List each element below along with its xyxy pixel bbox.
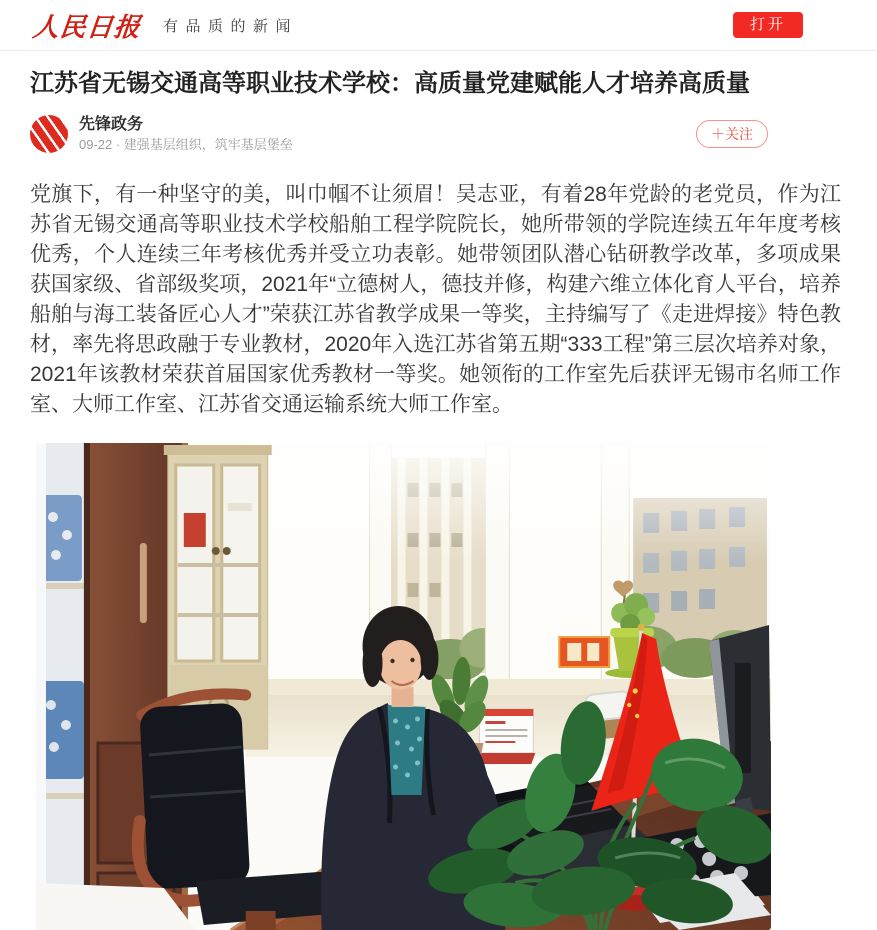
window-glare bbox=[246, 443, 771, 563]
author-info bbox=[79, 117, 293, 151]
peoples-daily-logo: 人民日报 bbox=[31, 12, 143, 43]
app-banner bbox=[0, 0, 877, 51]
office-photo-scene bbox=[36, 443, 771, 930]
desk-calendar bbox=[477, 709, 535, 764]
face bbox=[380, 640, 422, 690]
author-avatar[interactable] bbox=[30, 115, 68, 153]
follow-button[interactable]: ＋关注 bbox=[696, 120, 768, 148]
page-title: 江苏省无锡交通高等职业技术学校：高质量党建赋能人才培养高质量 bbox=[30, 70, 750, 97]
red-box bbox=[559, 637, 609, 667]
banner-tagline: 有品质的新闻 bbox=[163, 17, 299, 35]
glass-cabinet-binders bbox=[36, 443, 88, 930]
open-app-button[interactable]: 打开 bbox=[733, 12, 803, 38]
author-meta: 09-22 · 建强基层组织，筑牢基层堡垒 bbox=[79, 136, 293, 152]
article-photo[interactable] bbox=[36, 443, 771, 930]
author-row bbox=[30, 115, 841, 153]
author-name[interactable]: 先锋政务 bbox=[79, 115, 144, 133]
article bbox=[0, 67, 877, 930]
article-body: 党旗下，有一种坚守的美，叫巾帼不让须眉！吴志亚，有着28年党龄的老党员，作为江苏省无锡交通高等职业技术学校船舶工程学院院长，她所带领的学院连续五年年度考核优秀，个人连续三年考核优秀并受立功表彰。她带领团队潜心钻研教学改革，多项成果获国家级、省部级奖项，2021年“立德树人，德技并修，构建六维立体化育人平台，培养船舶与海工装备匠心人才”荣获江苏省教学成果一等奖，主持编写了《走进焊接》特色教材，率先将思政融于专业教材，2020年入选江苏省第五期“333工程”第三层次培养对象，2021年该教材荣获首届国家优秀教材一等奖。她领衔的工作室先后获评无锡市名师工作室、大师工作室、江苏省交通运输系统大师工作室。 bbox=[30, 182, 841, 416]
